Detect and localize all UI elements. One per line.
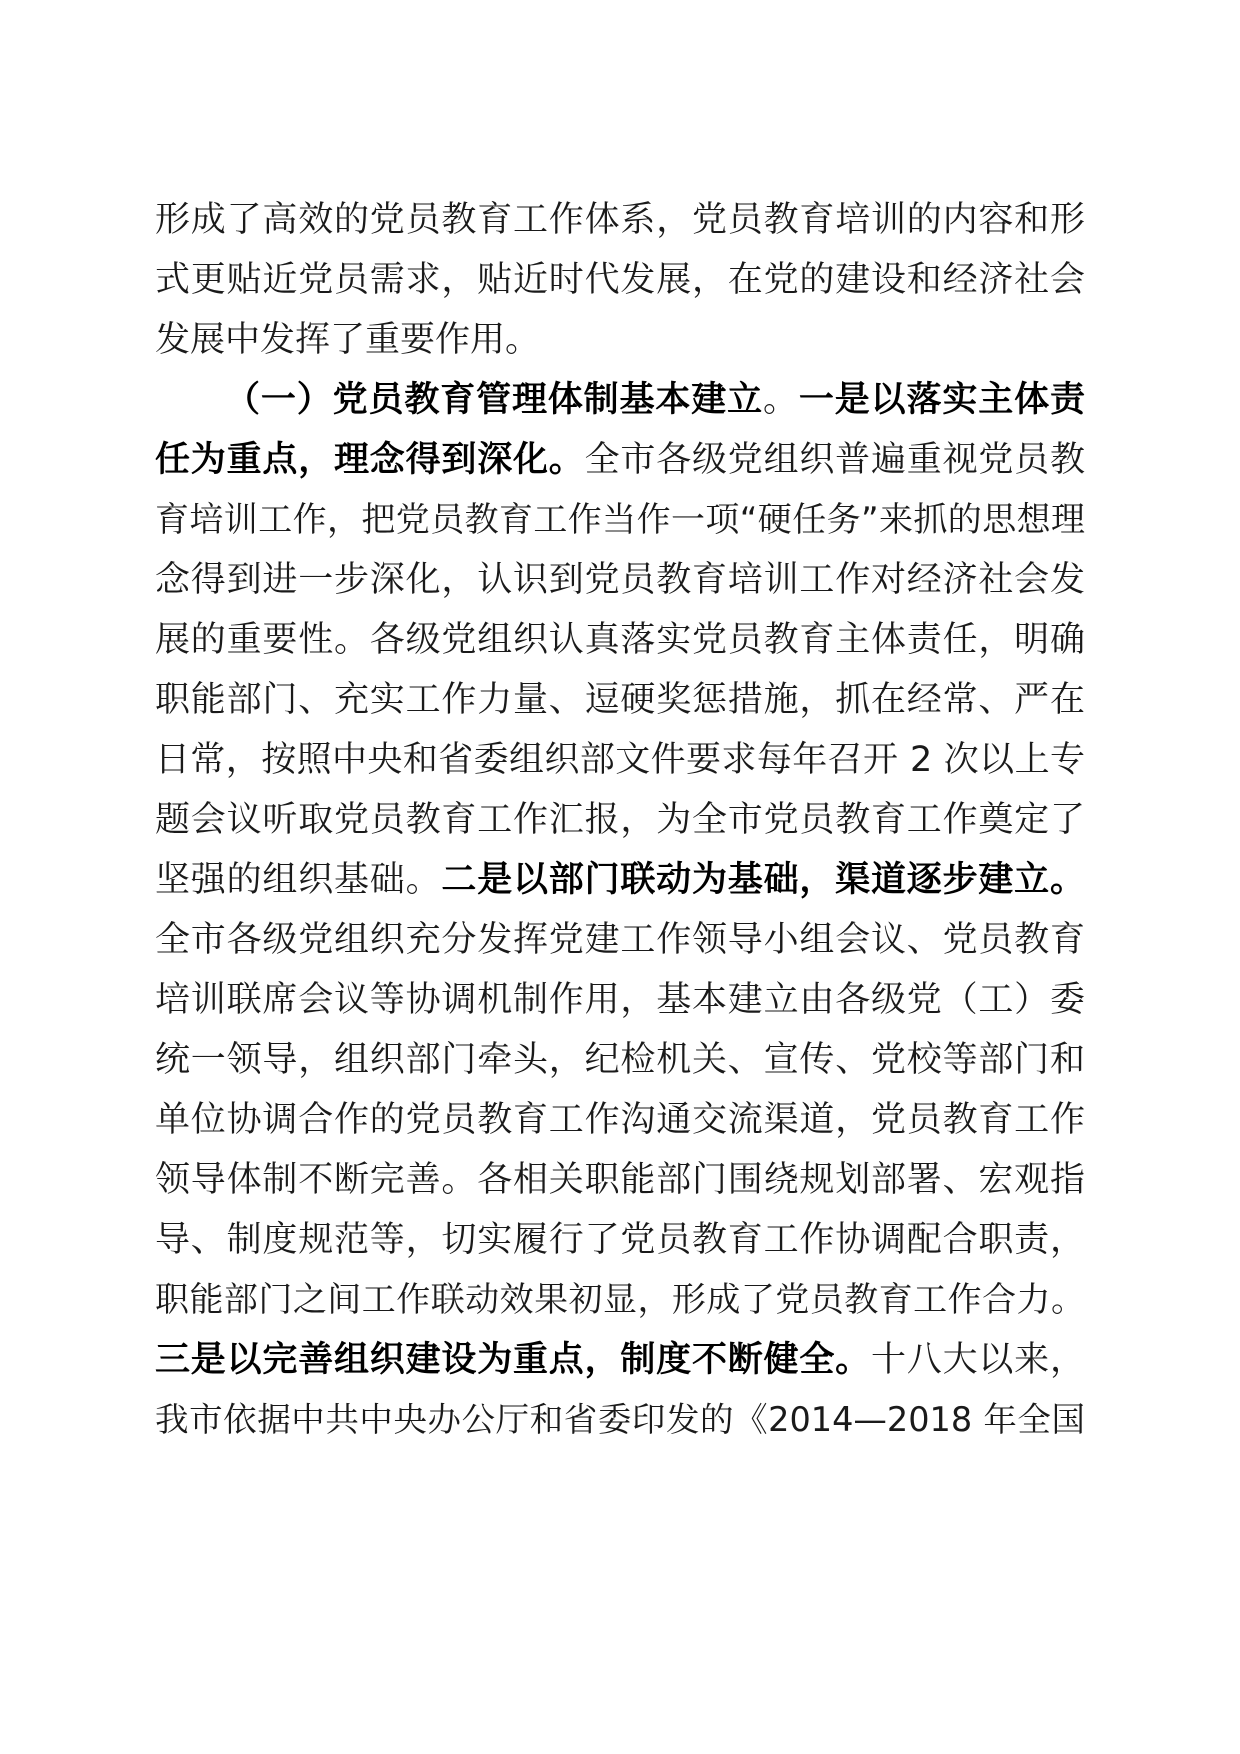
text-run: 导、制度规范等，切实履行了党员教育工作协调配合职责， <box>155 1220 1085 1260</box>
body-line <box>155 908 1085 972</box>
point-heading: 二是以部门联动为基础，渠道逐步建立。 <box>441 860 1085 900</box>
text-run: 全市各级党组织充分发挥党建工作领导小组会议、党员教育 <box>155 920 1085 960</box>
point-heading: 任为重点，理念得到深化。 <box>155 440 585 480</box>
text-run: 十八大以来， <box>870 1340 1085 1380</box>
text-run: 单位协调合作的党员教育工作沟通交流渠道，党员教育工作 <box>155 1100 1085 1140</box>
body-line <box>155 1388 1085 1452</box>
body-line <box>155 1268 1085 1332</box>
body-line <box>155 668 1085 732</box>
text-run: 全市各级党组织普遍重视党员教 <box>584 440 1085 480</box>
text-run: 统一领导，组织部门牵头，纪检机关、宣传、党校等部门和 <box>155 1040 1085 1080</box>
text-run: 育培训工作，把党员教育工作当作一项“硬任务”来抓的思想理 <box>155 500 1085 540</box>
body-line <box>155 548 1085 612</box>
text-run: 展的重要性。各级党组织认真落实党员教育主体责任，明确 <box>155 620 1085 660</box>
section-heading: （一）党员教育管理体制基本建立 <box>225 380 764 420</box>
text-run: 念得到进一步深化，认识到党员教育培训工作对经济社会发 <box>155 560 1085 600</box>
body-line <box>155 308 1085 372</box>
body-line <box>155 428 1085 492</box>
body-line <box>155 488 1085 552</box>
text-run: 培训联席会议等协调机制作用，基本建立由各级党（工）委 <box>155 980 1085 1020</box>
text-run: 发展中发挥了重要作用。 <box>155 320 541 360</box>
body-line <box>155 608 1085 672</box>
text-run: 职能部门、充实工作力量、逗硬奖惩措施，抓在经常、严在 <box>155 680 1085 720</box>
body-line <box>155 188 1085 252</box>
body-line <box>155 1088 1085 1152</box>
text-run: 式更贴近党员需求，贴近时代发展，在党的建设和经济社会 <box>155 260 1085 300</box>
point-heading: 三是以完善组织建设为重点，制度不断健全。 <box>155 1340 871 1380</box>
text-run: 。 <box>763 380 799 420</box>
text-run: 题会议听取党员教育工作汇报，为全市党员教育工作奠定了 <box>155 800 1085 840</box>
section-heading-line <box>225 368 1085 432</box>
body-line <box>155 248 1085 312</box>
body-line <box>155 1328 1085 1392</box>
text-run: 领导体制不断完善。各相关职能部门围绕规划部署、宏观指 <box>155 1160 1085 1200</box>
body-line <box>155 848 1085 912</box>
text-run: 我市依据中共中央办公厅和省委印发的《2014—2018 年全国 <box>155 1400 1085 1439</box>
body-line <box>155 1028 1085 1092</box>
body-line <box>155 788 1085 852</box>
text-run: 职能部门之间工作联动效果初显，形成了党员教育工作合力。 <box>155 1280 1085 1320</box>
point-heading: 一是以落实主体责 <box>798 380 1085 420</box>
body-line <box>155 968 1085 1032</box>
text-run: 日常，按照中央和省委组织部文件要求每年召开 2 次以上专 <box>155 740 1085 780</box>
body-line <box>155 728 1085 792</box>
body-line <box>155 1208 1085 1272</box>
text-run: 形成了高效的党员教育工作体系，党员教育培训的内容和形 <box>155 200 1085 240</box>
text-run: 坚强的组织基础。 <box>155 860 442 900</box>
body-line <box>155 1148 1085 1212</box>
